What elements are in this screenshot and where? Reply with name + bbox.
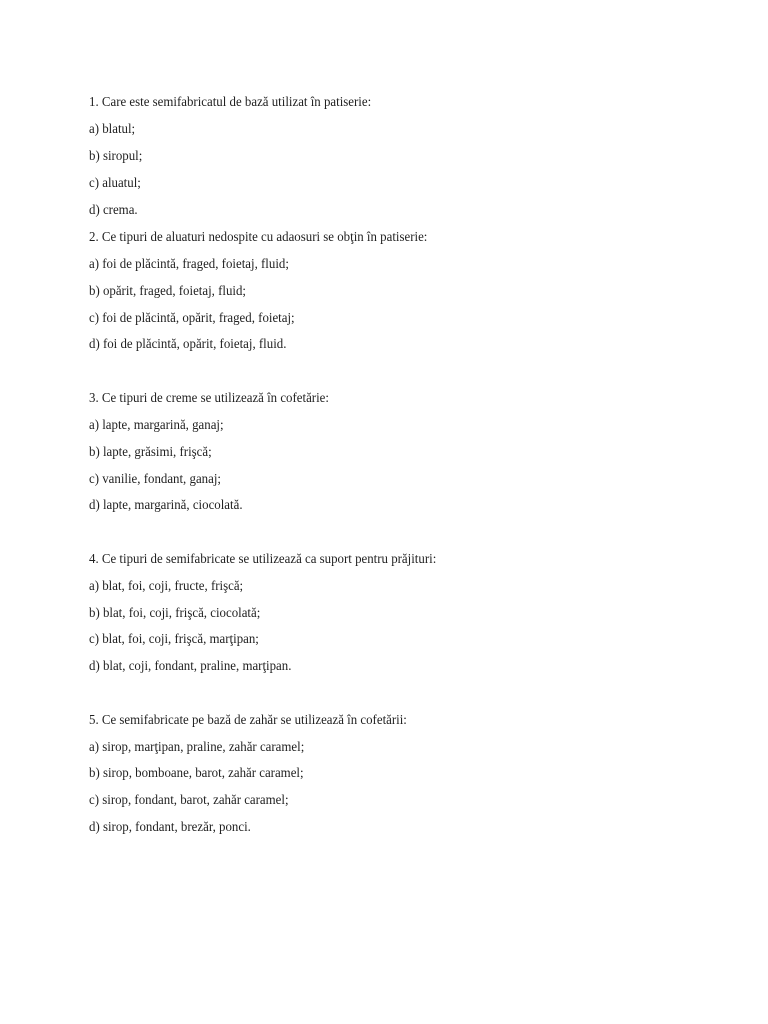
question-3-option-d: d) lapte, margarină, ciocolată. (89, 498, 243, 513)
question-4-text: 4. Ce tipuri de semifabricate se utilizează ca suport pentru prăjituri: (89, 552, 437, 567)
question-5-option-c: c) sirop, fondant, barot, zahăr caramel; (89, 793, 289, 808)
question-1-option-c: c) aluatul; (89, 176, 141, 191)
question-4-option-d: d) blat, coji, fondant, praline, marţipan. (89, 659, 292, 674)
question-4-option-a: a) blat, foi, coji, fructe, frişcă; (89, 579, 244, 594)
question-5-option-b: b) sirop, bomboane, barot, zahăr caramel; (89, 766, 304, 781)
question-1-option-a: a) blatul; (89, 122, 136, 137)
question-5-option-d: d) sirop, fondant, brezăr, ponci. (89, 820, 251, 835)
question-1-text: 1. Care este semifabricatul de bază utilizat în patiserie: (89, 95, 372, 110)
question-2-option-b: b) opărit, fraged, foietaj, fluid; (89, 284, 247, 299)
question-4-option-b: b) blat, foi, coji, frişcă, ciocolată; (89, 606, 261, 621)
question-3-text: 3. Ce tipuri de creme se utilizează în cofetărie: (89, 391, 329, 406)
question-2-option-a: a) foi de plăcintă, fraged, foietaj, fluid; (89, 257, 289, 272)
question-3-option-b: b) lapte, grăsimi, frişcă; (89, 445, 212, 460)
question-2-option-d: d) foi de plăcintă, opărit, foietaj, fluid. (89, 337, 287, 352)
question-3-option-c: c) vanilie, fondant, ganaj; (89, 472, 221, 487)
question-5-option-a: a) sirop, marţipan, praline, zahăr caramel; (89, 740, 305, 755)
question-1-option-b: b) siropul; (89, 149, 143, 164)
question-5-text: 5. Ce semifabricate pe bază de zahăr se utilizează în cofetării: (89, 713, 407, 728)
question-4-option-c: c) blat, foi, coji, frişcă, marţipan; (89, 632, 259, 647)
question-2-text: 2. Ce tipuri de aluaturi nedospite cu adaosuri se obţin în patiserie: (89, 230, 428, 245)
question-2-option-c: c) foi de plăcintă, opărit, fraged, foietaj; (89, 311, 295, 326)
question-1-option-d: d) crema. (89, 203, 138, 218)
question-3-option-a: a) lapte, margarină, ganaj; (89, 418, 224, 433)
